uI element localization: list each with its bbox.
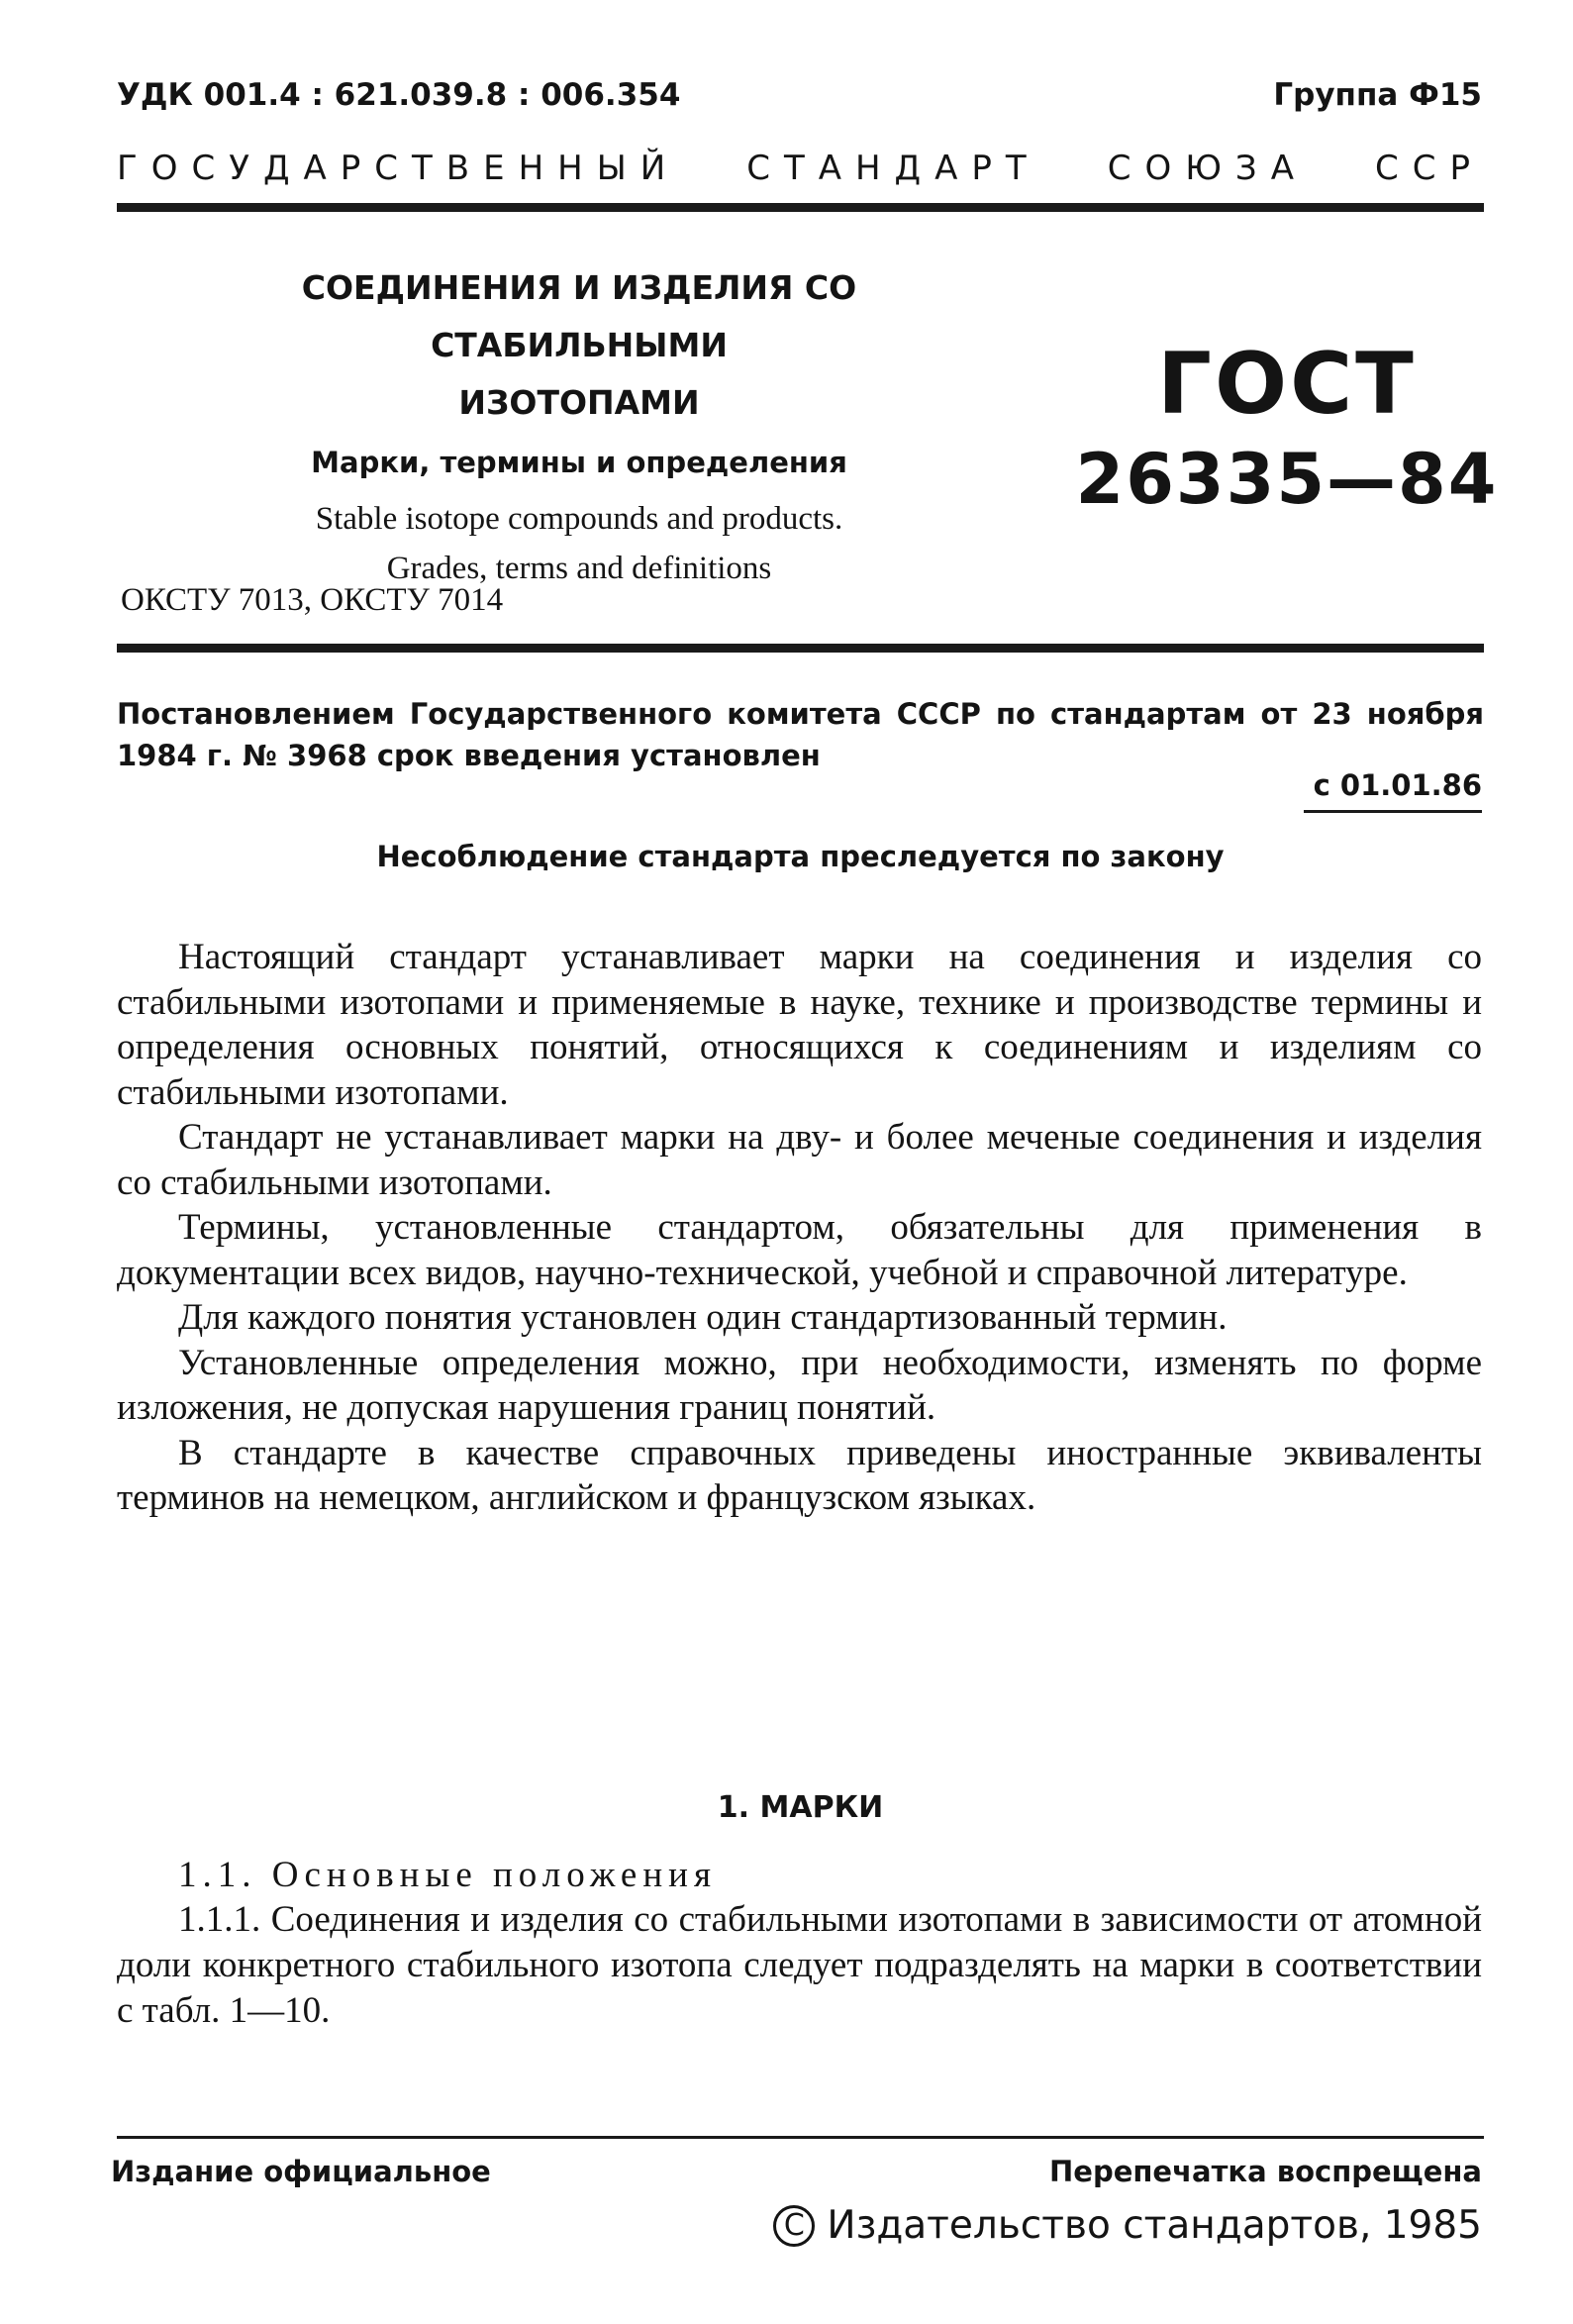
- subsection-title: 1.1. Основные положения: [178, 1855, 717, 1895]
- law-notice: Несоблюдение стандарта преследуется по закону: [376, 840, 1225, 873]
- banner-word: СОЮЗА: [1107, 149, 1308, 188]
- intro-paragraph: Термины, установленные стандартом, обязательны для применения в документации всех видов, научно-технической, учебной и справочной литературе.: [117, 1207, 1482, 1293]
- state-standard-banner: [117, 149, 1484, 188]
- date-underline: [1304, 810, 1482, 813]
- banner-word: ССР: [1375, 149, 1484, 188]
- banner-word: СТАНДАРТ: [746, 149, 1040, 188]
- clause-text: [117, 1897, 1482, 2034]
- banner-word: ГОСУДАРСТВЕННЫЙ: [117, 149, 680, 188]
- section-title: 1. МАРКИ: [717, 1790, 884, 1825]
- header-rule: [117, 203, 1484, 212]
- gost-word: ГОСТ: [1157, 335, 1417, 434]
- okstu-codes: ОКСТУ 7013, ОКСТУ 7014: [121, 582, 504, 618]
- title-line-1: СОЕДИНЕНИЯ И ИЗДЕЛИЯ СО СТАБИЛЬНЫМИ: [301, 268, 857, 364]
- decree-text: Постановлением Государственного комитета СССР по стандартам от 23 ноября 1984 г. № 3968 срок введения установлен: [117, 697, 1484, 772]
- effective-date: с 01.01.86: [1313, 768, 1482, 802]
- reprint-notice: Перепечатка воспрещена: [1049, 2155, 1482, 2188]
- gost-designation: [1069, 337, 1505, 527]
- group-code: Группа Ф15: [1273, 77, 1482, 113]
- official-edition: Издание официальное: [111, 2155, 491, 2188]
- intro-paragraph: Установленные определения можно, при необходимости, изменять по форме изложения, не допуская нарушения границ понятий.: [117, 1342, 1482, 1428]
- intro-text: [117, 935, 1482, 1521]
- udk-code: УДК 001.4 : 621.039.8 : 006.354: [117, 77, 681, 113]
- intro-paragraph: Настоящий стандарт устанавливает марки на соединения и изделия со стабильными изотопами и применяемые в науке, технике и производстве термины и определения основных понятий, относящихся к соединениям и изделиям со стабильными изотопами.: [117, 937, 1482, 1113]
- footer-rule: [117, 2136, 1484, 2139]
- title-line-2: ИЗОТОПАМИ: [458, 383, 700, 422]
- copyright-icon: C: [773, 2205, 815, 2247]
- title-subtitle: Марки, термины и определения: [311, 446, 847, 479]
- okstu-rule: [117, 644, 1484, 653]
- english-title-line-2: Grades, terms and definitions: [386, 551, 772, 586]
- publisher-line: [773, 2203, 1482, 2248]
- title-block: [148, 259, 1010, 586]
- intro-paragraph: Стандарт не устанавливает марки на дву- и более меченые соединения и изделия со стабильными изотопами.: [117, 1117, 1482, 1203]
- clause-paragraph: 1.1.1. Соединения и изделия со стабильными изотопами в зависимости от атомной доли конкретного стабильного изотопа следует подразделять на марки в соответствии с табл. 1—10.: [117, 1899, 1482, 2031]
- intro-paragraph: Для каждого понятия установлен один стандартизованный термин.: [178, 1297, 1228, 1338]
- intro-paragraph: В стандарте в качестве справочных приведены иностранные эквиваленты терминов на немецком, английском и французском языках.: [117, 1432, 1482, 1518]
- publisher-text: Издательство стандартов, 1985: [827, 2203, 1482, 2248]
- gost-number: 26335—84: [1075, 439, 1499, 520]
- english-title-line-1: Stable isotope compounds and products.: [315, 501, 843, 537]
